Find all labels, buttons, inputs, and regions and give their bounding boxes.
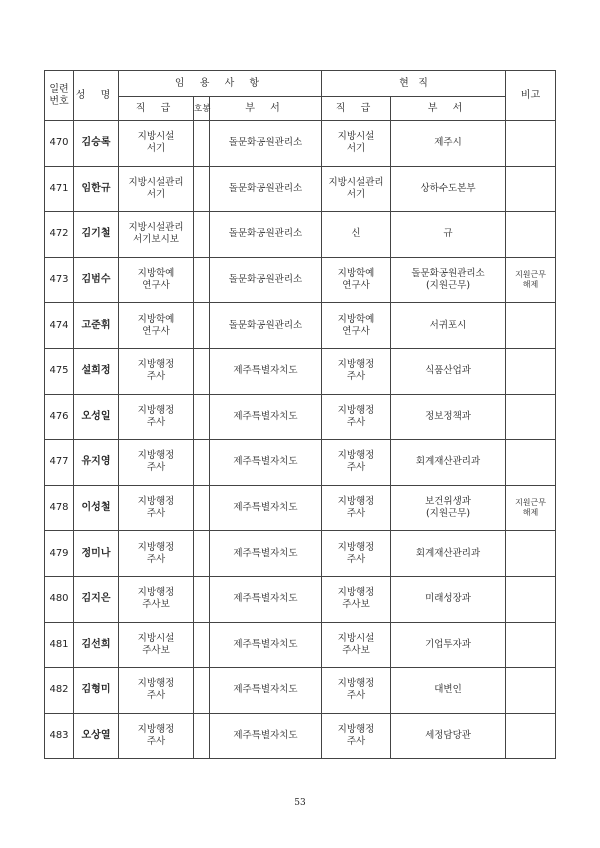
current-department-cell: 미래성장과 — [391, 576, 506, 622]
current-grade-cell: 지방행정 주사 — [322, 713, 391, 759]
name-cell: 유지영 — [74, 440, 119, 486]
header-remarks: 비고 — [506, 71, 556, 121]
name-cell: 김범수 — [74, 257, 119, 303]
current-department-cell: 규 — [391, 212, 506, 258]
serial-number-cell: 474 — [45, 303, 74, 349]
header-department: 부 서 — [210, 97, 322, 121]
department-cell: 돌문화공원관리소 — [210, 212, 322, 258]
grade-cell: 지방행정 주사 — [119, 394, 194, 440]
current-grade-cell: 지방시설관리 서기 — [322, 166, 391, 212]
salary-step-cell — [194, 622, 210, 668]
name-cell: 김지은 — [74, 576, 119, 622]
current-department-cell: 정보정책과 — [391, 394, 506, 440]
name-cell: 설희정 — [74, 348, 119, 394]
salary-step-cell — [194, 531, 210, 577]
salary-step-cell — [194, 303, 210, 349]
table-row — [45, 394, 556, 440]
grade-cell: 지방학예 연구사 — [119, 257, 194, 303]
personnel-table — [44, 70, 556, 759]
current-department-cell: 세정담당관 — [391, 713, 506, 759]
remarks-cell — [506, 166, 556, 212]
header-appointment: 임 용 사 항 — [119, 71, 322, 97]
salary-step-cell — [194, 485, 210, 531]
name-cell: 오성일 — [74, 394, 119, 440]
current-grade-cell: 지방학예 연구사 — [322, 303, 391, 349]
grade-cell: 지방시설관리 서기 — [119, 166, 194, 212]
current-grade-cell: 지방시설 서기 — [322, 121, 391, 167]
header-current-department: 부 서 — [391, 97, 506, 121]
salary-step-cell — [194, 257, 210, 303]
grade-cell: 지방행정 주사 — [119, 713, 194, 759]
current-grade-cell: 지방행정 주사 — [322, 348, 391, 394]
current-department-cell: 회계재산관리과 — [391, 531, 506, 577]
header-grade: 직 급 — [119, 97, 194, 121]
department-cell: 제주특별자치도 — [210, 668, 322, 714]
serial-number-cell: 480 — [45, 576, 74, 622]
table-row — [45, 485, 556, 531]
serial-number-cell: 481 — [45, 622, 74, 668]
grade-cell: 지방행정 주사보 — [119, 576, 194, 622]
serial-number-cell: 473 — [45, 257, 74, 303]
department-cell: 제주특별자치도 — [210, 440, 322, 486]
current-department-cell: 제주시 — [391, 121, 506, 167]
department-cell: 제주특별자치도 — [210, 485, 322, 531]
remarks-cell — [506, 622, 556, 668]
department-cell: 제주특별자치도 — [210, 576, 322, 622]
name-cell: 고준휘 — [74, 303, 119, 349]
name-cell: 이성철 — [74, 485, 119, 531]
remarks-cell — [506, 121, 556, 167]
current-grade-cell: 지방학예 연구사 — [322, 257, 391, 303]
salary-step-cell — [194, 166, 210, 212]
remarks-cell — [506, 440, 556, 486]
grade-cell: 지방학예 연구사 — [119, 303, 194, 349]
current-department-cell: 서귀포시 — [391, 303, 506, 349]
remarks-cell — [506, 668, 556, 714]
department-cell: 제주특별자치도 — [210, 348, 322, 394]
table-row — [45, 121, 556, 167]
salary-step-cell — [194, 668, 210, 714]
grade-cell: 지방행정 주사 — [119, 668, 194, 714]
table-row — [45, 166, 556, 212]
remarks-cell: 지원근무 해제 — [506, 485, 556, 531]
current-grade-cell: 지방행정 주사 — [322, 668, 391, 714]
header-current-grade: 직 급 — [322, 97, 391, 121]
header-row-2 — [45, 97, 556, 121]
serial-number-cell: 471 — [45, 166, 74, 212]
current-grade-cell: 지방시설 주사보 — [322, 622, 391, 668]
salary-step-cell — [194, 713, 210, 759]
current-grade-cell: 지방행정 주사 — [322, 531, 391, 577]
department-cell: 제주특별자치도 — [210, 713, 322, 759]
current-department-cell: 회계재산관리과 — [391, 440, 506, 486]
current-grade-cell: 지방행정 주사 — [322, 440, 391, 486]
table-row — [45, 668, 556, 714]
serial-number-cell: 476 — [45, 394, 74, 440]
name-cell: 김기철 — [74, 212, 119, 258]
table-row — [45, 622, 556, 668]
header-serial-number: 일련 번호 — [45, 71, 74, 121]
current-grade-cell: 신 — [322, 212, 391, 258]
serial-number-cell: 482 — [45, 668, 74, 714]
header-current-position: 현 직 — [322, 71, 506, 97]
salary-step-cell — [194, 440, 210, 486]
grade-cell: 지방행정 주사 — [119, 440, 194, 486]
serial-number-cell: 470 — [45, 121, 74, 167]
current-department-cell: 기업투자과 — [391, 622, 506, 668]
serial-number-cell: 483 — [45, 713, 74, 759]
department-cell: 돌문화공원관리소 — [210, 257, 322, 303]
table-row — [45, 212, 556, 258]
table-body — [45, 71, 556, 759]
grade-cell: 지방행정 주사 — [119, 531, 194, 577]
salary-step-cell — [194, 394, 210, 440]
name-cell: 임한규 — [74, 166, 119, 212]
remarks-cell: 지원근무 해제 — [506, 257, 556, 303]
header-salary-step: 호봉 — [194, 97, 210, 121]
department-cell: 제주특별자치도 — [210, 622, 322, 668]
table-row — [45, 348, 556, 394]
grade-cell: 지방행정 주사 — [119, 485, 194, 531]
remarks-cell — [506, 348, 556, 394]
salary-step-cell — [194, 212, 210, 258]
header-row-1 — [45, 71, 556, 97]
grade-cell: 지방시설 서기 — [119, 121, 194, 167]
serial-number-cell: 477 — [45, 440, 74, 486]
remarks-cell — [506, 394, 556, 440]
serial-number-cell: 478 — [45, 485, 74, 531]
remarks-cell — [506, 531, 556, 577]
department-cell: 돌문화공원관리소 — [210, 166, 322, 212]
department-cell: 돌문화공원관리소 — [210, 303, 322, 349]
salary-step-cell — [194, 576, 210, 622]
name-cell: 오상열 — [74, 713, 119, 759]
grade-cell: 지방행정 주사 — [119, 348, 194, 394]
name-cell: 김형미 — [74, 668, 119, 714]
table-row — [45, 531, 556, 577]
serial-number-cell: 472 — [45, 212, 74, 258]
remarks-cell — [506, 713, 556, 759]
serial-number-cell: 475 — [45, 348, 74, 394]
table-row — [45, 440, 556, 486]
department-cell: 돌문화공원관리소 — [210, 121, 322, 167]
salary-step-cell — [194, 348, 210, 394]
current-grade-cell: 지방행정 주사 — [322, 394, 391, 440]
current-grade-cell: 지방행정 주사 — [322, 485, 391, 531]
current-grade-cell: 지방행정 주사보 — [322, 576, 391, 622]
remarks-cell — [506, 576, 556, 622]
salary-step-cell — [194, 121, 210, 167]
grade-cell: 지방시설관리 서기보시보 — [119, 212, 194, 258]
current-department-cell: 돌문화공원관리소 (지원근무) — [391, 257, 506, 303]
current-department-cell: 대변인 — [391, 668, 506, 714]
current-department-cell: 보건위생과 (지원근무) — [391, 485, 506, 531]
grade-cell: 지방시설 주사보 — [119, 622, 194, 668]
table-row — [45, 713, 556, 759]
department-cell: 제주특별자치도 — [210, 531, 322, 577]
table-row — [45, 257, 556, 303]
remarks-cell — [506, 303, 556, 349]
name-cell: 김승록 — [74, 121, 119, 167]
remarks-cell — [506, 212, 556, 258]
serial-number-cell: 479 — [45, 531, 74, 577]
header-name: 성 명 — [74, 71, 119, 121]
table-row — [45, 576, 556, 622]
table-row — [45, 303, 556, 349]
current-department-cell: 상하수도본부 — [391, 166, 506, 212]
department-cell: 제주특별자치도 — [210, 394, 322, 440]
page-number: 53 — [294, 798, 306, 808]
name-cell: 김선희 — [74, 622, 119, 668]
current-department-cell: 식품산업과 — [391, 348, 506, 394]
name-cell: 정미나 — [74, 531, 119, 577]
